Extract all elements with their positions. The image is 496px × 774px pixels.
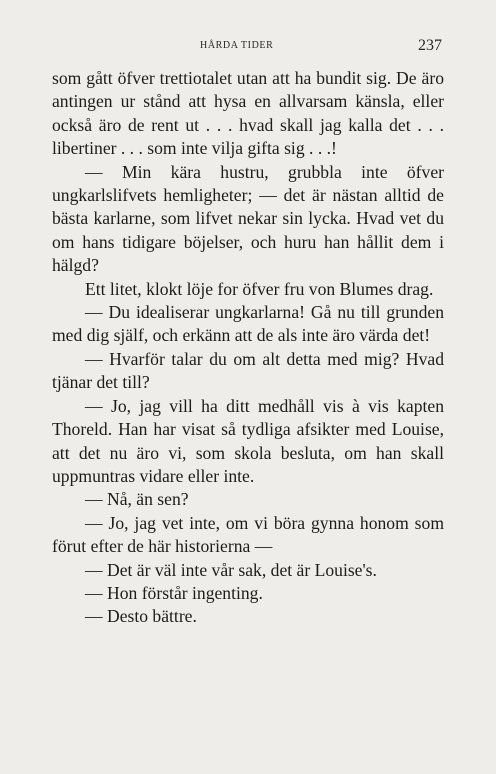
running-head: HÅRDA TIDER (200, 40, 274, 51)
paragraph: — Det är väl inte vår sak, det är Louise's. (85, 559, 377, 580)
body-text (52, 67, 444, 629)
paragraph: — Desto bättre. (85, 606, 197, 627)
paragraph: — Jo, jag vet inte, om vi böra gynna honom som förut efter de här historierna — (52, 512, 444, 557)
paragraph: Ett litet, klokt löje for öfver fru von Blumes drag. (85, 278, 434, 299)
paragraph-continuation: som gått öfver trettiotalet utan att ha bundit sig. De äro antingen ur stånd att hysa en allvarsam känsla, eller också äro de rent ut . . . hvad skall jag kalla det . . . libertiner . . . som inte vilja gifta sig . . .! (52, 68, 444, 159)
paragraph: — Nå, än sen? (85, 489, 189, 510)
paragraph: — Min kära hustru, grubbla inte öfver ungkarlslifvets hemligheter; — det är nästan alltid de bästa karlarne, som lifvet nekar sin lycka. Hvad vet du om hans tidigare böjelser, och huru han hållit dem i hälgd? (52, 161, 444, 276)
paragraph: — Du idealiserar ungkarlarna! Gå nu till grunden med dig själf, och erkänn att de als inte äro värda det! (52, 302, 444, 346)
paragraph: — Hvarför talar du om alt detta med mig? Hvad tjänar det till? (52, 348, 444, 393)
paragraph: — Jo, jag vill ha ditt medhåll vis à vis kapten Thoreld. Han har visat så tydliga afsikter med Louise, att det nu äro vi, som skola besluta, om han skall uppmuntras vidare eller inte. (52, 395, 444, 486)
page-number: 237 (418, 37, 442, 54)
paragraph: — Hon förstår ingenting. (85, 582, 263, 603)
